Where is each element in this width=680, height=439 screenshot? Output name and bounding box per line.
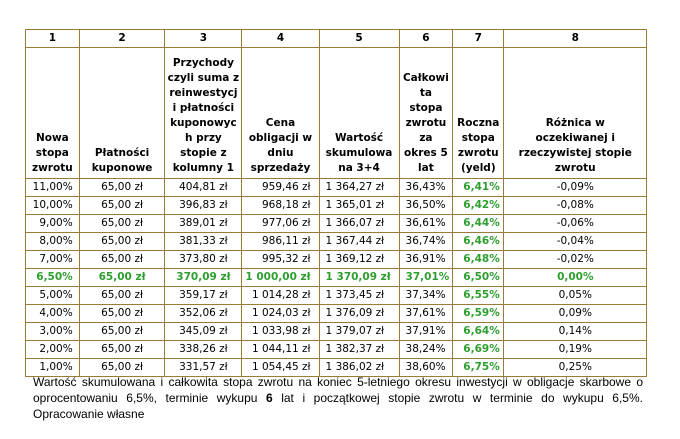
table-cell: 1 024,03 zł [242,305,319,323]
table-cell: 0,25% [504,359,647,377]
header-accumulated-value: Wartość skumulowa na 3+4 [319,48,399,179]
table-cell: 1 033,98 zł [242,323,319,341]
column-number: 4 [242,30,319,48]
table-cell: 65,00 zł [79,233,165,251]
table-cell: 65,00 zł [79,287,165,305]
header-sale-price: Cena obligacji w dniu sprzedaży [242,48,319,179]
header-total-return: Całkowi ta stopa zwrotu za okres 5 lat [399,48,453,179]
table-cell: 11,00% [26,179,80,197]
column-number-row [26,30,647,48]
table-cell: 65,00 zł [79,305,165,323]
table-row [26,233,647,251]
table-cell: 6,59% [453,305,504,323]
table-cell: 37,01% [399,269,453,287]
table-cell: 389,01 zł [165,215,242,233]
table-cell: 6,69% [453,341,504,359]
table-cell: 36,50% [399,197,453,215]
table-cell: 6,64% [453,323,504,341]
table-cell: 65,00 zł [79,341,165,359]
header-row [26,48,647,179]
table-caption [33,374,643,422]
table-cell: 0,00% [504,269,647,287]
table-cell: 37,61% [399,305,453,323]
table-cell: 1 386,02 zł [319,359,399,377]
table-cell: 6,42% [453,197,504,215]
table-cell: 370,09 zł [165,269,242,287]
column-number: 3 [165,30,242,48]
table-row [26,251,647,269]
header-difference: Różnica w oczekiwanej i rzeczywistej stopie zwrotu [504,48,647,179]
column-number: 8 [504,30,647,48]
table-cell: 6,50% [26,269,80,287]
table-cell: 396,83 zł [165,197,242,215]
table-cell: 38,60% [399,359,453,377]
bond-return-table [25,29,647,377]
table-row [26,287,647,305]
table-cell: 1,00% [26,359,80,377]
table-cell: 37,91% [399,323,453,341]
column-number: 2 [79,30,165,48]
column-number: 6 [399,30,453,48]
table-cell: 36,91% [399,251,453,269]
table-cell: 1 369,12 zł [319,251,399,269]
table-cell: 37,34% [399,287,453,305]
table-cell: 1 014,28 zł [242,287,319,305]
table-cell: 6,44% [453,215,504,233]
table-cell: 986,11 zł [242,233,319,251]
table-cell: 8,00% [26,233,80,251]
table-cell: 0,09% [504,305,647,323]
table-cell: 1 364,27 zł [319,179,399,197]
table-cell: -0,09% [504,179,647,197]
table-cell: 995,32 zł [242,251,319,269]
header-coupon-payments: Płatności kuponowe [79,48,165,179]
table-cell: 6,48% [453,251,504,269]
table-cell: 338,26 zł [165,341,242,359]
table-cell: 1 366,07 zł [319,215,399,233]
table-cell: 5,00% [26,287,80,305]
table-cell: 359,17 zł [165,287,242,305]
table-cell: 1 373,45 zł [319,287,399,305]
table-cell: 3,00% [26,323,80,341]
header-new-rate: Nowa stopa zwrotu [26,48,80,179]
table-cell: 65,00 zł [79,197,165,215]
table-cell: 10,00% [26,197,80,215]
table-cell: 6,50% [453,269,504,287]
table-row [26,215,647,233]
table-cell: 65,00 zł [79,215,165,233]
table-cell: 38,24% [399,341,453,359]
caption-text: Wartość skumulowana i całkowita stopa zwrotu na koniec 5-letniego okresu inwestycji w obligacje skarbowe o oprocentowaniu 6,5%, terminie wykupu [33,375,643,405]
table-cell: 6,46% [453,233,504,251]
table-cell: 36,74% [399,233,453,251]
table-cell: 9,00% [26,215,80,233]
table-cell: 1 367,44 zł [319,233,399,251]
table-cell: 65,00 zł [79,359,165,377]
table-cell: 1 370,09 zł [319,269,399,287]
table-row [26,341,647,359]
table-cell: 7,00% [26,251,80,269]
table-cell: 345,09 zł [165,323,242,341]
header-income: Przychody czyli suma z reinwestycj i płatności kuponowyc h przy stopie z kolumny 1 [165,48,242,179]
table-cell: 6,41% [453,179,504,197]
table-cell: 6,55% [453,287,504,305]
table-cell: 0,05% [504,287,647,305]
table-row [26,323,647,341]
table-cell: 1 365,01 zł [319,197,399,215]
table-cell: -0,02% [504,251,647,269]
table-cell: 65,00 zł [79,179,165,197]
table-cell: 0,19% [504,341,647,359]
table-cell: 6,75% [453,359,504,377]
table-cell: 65,00 zł [79,269,165,287]
table-cell: 36,61% [399,215,453,233]
table-cell: -0,08% [504,197,647,215]
column-number: 7 [453,30,504,48]
caption-text-end: lat i początkowej stopie zwrotu w terminie do wykupu 6,5%. Opracowanie własne [33,391,643,421]
table-cell: 331,57 zł [165,359,242,377]
table-cell: 959,46 zł [242,179,319,197]
table-cell: 1 054,45 zł [242,359,319,377]
table-cell: 65,00 zł [79,323,165,341]
header-annual-yield: Roczna stopa zwrotu (yeld) [453,48,504,179]
table-cell: -0,06% [504,215,647,233]
table-cell: 404,81 zł [165,179,242,197]
table-cell: 65,00 zł [79,251,165,269]
table-cell: 2,00% [26,341,80,359]
caption-bold: 6 [265,391,273,405]
table-cell: 0,14% [504,323,647,341]
table-row [26,305,647,323]
table-cell: 1 044,11 zł [242,341,319,359]
table-cell: 968,18 zł [242,197,319,215]
table-cell: 1 000,00 zł [242,269,319,287]
table-cell: 373,80 zł [165,251,242,269]
table-row [26,179,647,197]
table-row [26,269,647,287]
table-cell: 381,33 zł [165,233,242,251]
table-cell: 4,00% [26,305,80,323]
column-number: 1 [26,30,80,48]
table-row [26,197,647,215]
column-number: 5 [319,30,399,48]
table-cell: 1 382,37 zł [319,341,399,359]
table-cell: 1 379,07 zł [319,323,399,341]
table-cell: 36,43% [399,179,453,197]
table-cell: 977,06 zł [242,215,319,233]
table-cell: -0,04% [504,233,647,251]
table-cell: 1 376,09 zł [319,305,399,323]
table-cell: 352,06 zł [165,305,242,323]
